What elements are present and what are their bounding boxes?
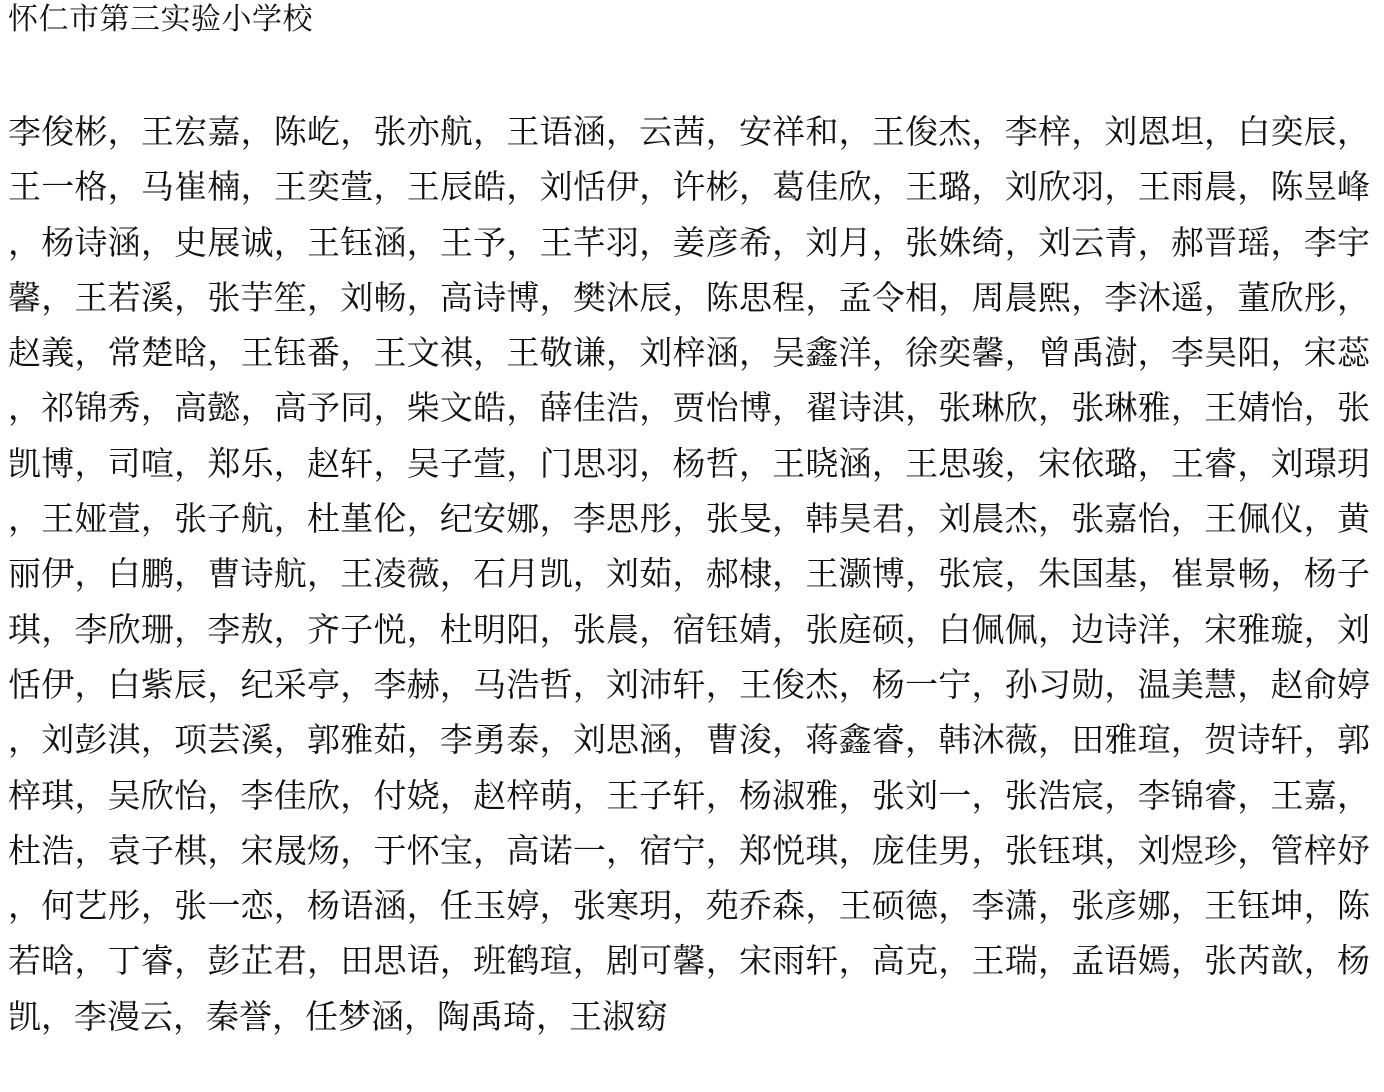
page-title: 怀仁市第三实验小学校 xyxy=(8,2,313,37)
student-name-list: 李俊彬，王宏嘉，陈屹，张亦航，王语涵，云茜，安祥和，王俊杰，李梓，刘恩坦，白奕辰，王一格，马崔楠，王奕萱，王辰皓，刘恬伊，许彬，葛佳欣，王璐，刘欣羽，王雨晨，陈昱峰，杨诗涵，史展诚，王钰涵，王予，王芊羽，姜彦希，刘月，张姝绮，刘云青，郝晋瑶，李宇馨，王若溪，张芋笙，刘畅，高诗博，樊沐辰，陈思程，孟令相，周晨熙，李沐遥，董欣彤，赵義，常楚晗，王钰番，王文祺，王敬谦，刘梓涵，吴鑫洋，徐奕馨，曾禹澍，李昊阳，宋蕊，祁锦秀，高懿，高予同，柴文皓，薛佳浩，贾怡博，翟诗淇，张琳欣，张琳雅，王婧怡，张凯博，司喧，郑乐，赵轩，吴子萱，门思羽，杨哲，王晓涵，王思骏，宋依璐，王睿，刘璟玥，王娅萱，张子航，杜堇伦，纪安娜，李思彤，张旻，韩昊君，刘晨杰，张嘉怡，王佩仪，黄丽伊，白鹏，曹诗航，王凌薇，石月凯，刘茹，郝棣，王灏博，张宸，朱国基，崔景畅，杨子琪，李欣珊，李敖，齐子悦，杜明阳，张晨，宿钰婧，张庭硕，白佩佩，边诗洋，宋雅璇，刘恬伊，白紫辰，纪采亭，李赫，马浩哲，刘沛轩，王俊杰，杨一宁，孙习勋，温美慧，赵俞婷，刘彭淇，项芸溪，郭雅茹，李勇泰，刘思涵，曹浚，蒋鑫睿，韩沐薇，田雅瑄，贺诗轩，郭梓琪，吴欣怡，李佳欣，付娆，赵梓萌，王子轩，杨淑雅，张刘一，张浩宸，李锦睿，王嘉，杜浩，袁子棋，宋晟炀，于怀宝，高诺一，宿宁，郑悦琪，庞佳男，张钰琪，刘煜珍，管梓妤，何艺彤，张一恋，杨语涵，任玉婷，张寒玥，苑乔森，王硕德，李潇，张彦娜，王钰坤，陈若晗，丁睿，彭芷君，田思语，班鹤瑄，剧可馨，宋雨轩，高克，王瑞，孟语嫣，张芮歆，杨凯，李漫云，秦誉，任梦涵，陶禹琦，王淑窈 xyxy=(8,112,1370,1036)
document xyxy=(8,0,1370,1077)
